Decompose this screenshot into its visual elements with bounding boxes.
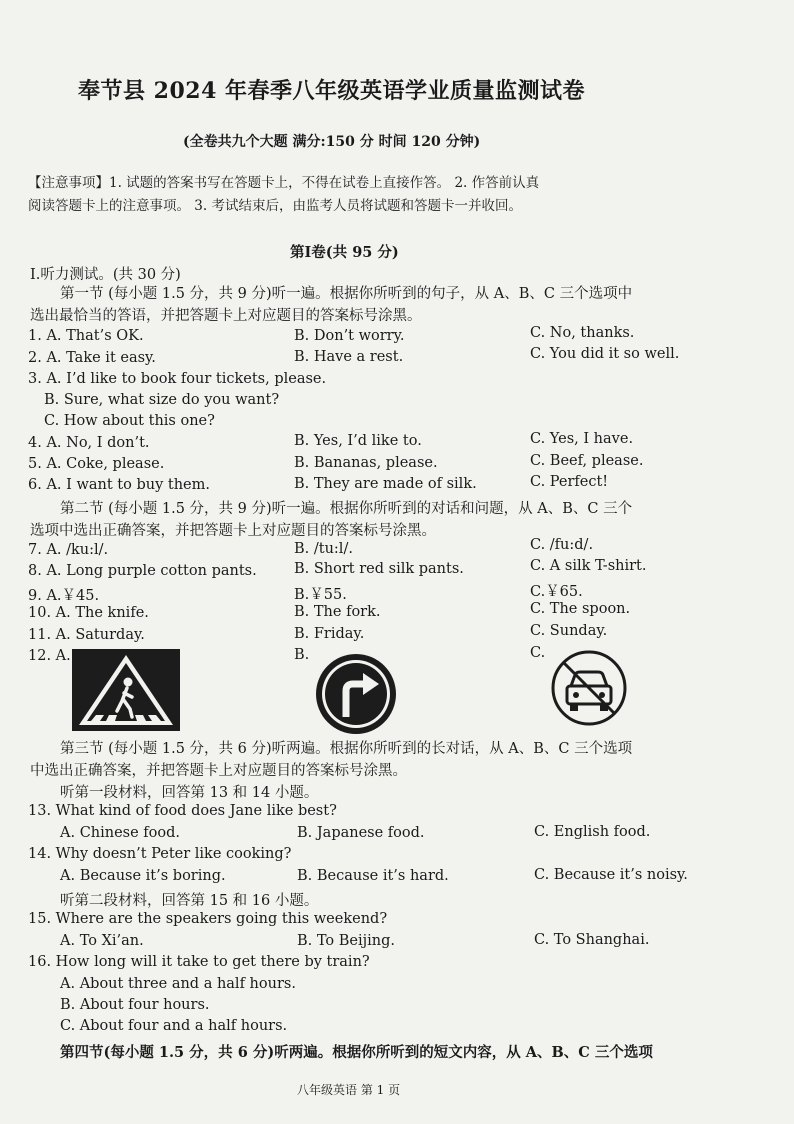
q16-option-c: C. About four and a half hours. xyxy=(60,1018,288,1034)
pedestrian-crossing-sign-icon xyxy=(72,649,180,731)
q15-stem: 15. Where are the speakers going this weekend? xyxy=(28,911,388,927)
q8-option-b: B. Short red silk pants. xyxy=(294,561,464,577)
q11-option-b: B. Friday. xyxy=(294,626,365,642)
q3-option-a: 3. A. I’d like to book four tickets, please. xyxy=(28,371,327,387)
q12-option-a: 12. A. xyxy=(28,648,71,664)
notice-line-1: 【注意事项】1. 试题的答案书写在答题卡上，不得在试卷上直接作答。 2. 作答前认真 xyxy=(28,175,540,191)
q1-option-b: B. Don’t worry. xyxy=(294,328,405,344)
q9-option-c: C.￥65. xyxy=(530,584,583,600)
q8-option-c: C. A silk T-shirt. xyxy=(530,558,647,574)
volume-heading: 第Ⅰ卷(共 95 分) xyxy=(290,244,399,261)
q14-option-a: A. Because it’s boring. xyxy=(60,868,226,884)
q14-stem: 14. Why doesn’t Peter like cooking? xyxy=(28,846,292,862)
q11-option-c: C. Sunday. xyxy=(530,623,608,639)
q10-option-b: B. The fork. xyxy=(294,604,381,620)
turn-right-sign-icon xyxy=(313,651,399,737)
part1-instruction-2: 选出最恰当的答语，并把答题卡上对应题目的答案标号涂黑。 xyxy=(30,308,422,324)
q14-option-c: C. Because it’s noisy. xyxy=(534,867,688,883)
q11-option-a: 11. A. Saturday. xyxy=(28,627,145,643)
part1-instruction-1: 第一节 (每小题 1.5 分，共 9 分)听一遍。根据你所听到的句子，从 A、B、C 三个选项中 xyxy=(60,286,633,302)
part4-instruction-1: 第四节(每小题 1.5 分，共 6 分)听两遍。根据你所听到的短文内容，从 A、B、C 三个选项 xyxy=(60,1044,653,1061)
q6-option-a: 6. A. I want to buy them. xyxy=(28,477,210,493)
q12-option-b: B. xyxy=(294,647,310,663)
q7-option-c: C. /fu:d/. xyxy=(530,537,594,553)
q2-option-b: B. Have a rest. xyxy=(294,349,404,365)
q1-option-c: C. No, thanks. xyxy=(530,325,635,341)
q4-option-b: B. Yes, I’d like to. xyxy=(294,433,422,449)
no-cars-sign-icon xyxy=(549,648,629,728)
q5-option-c: C. Beef, please. xyxy=(530,453,644,469)
q13-option-a: A. Chinese food. xyxy=(60,825,181,841)
part2-instruction-2: 选项中选出正确答案，并把答题卡上对应题目的答案标号涂黑。 xyxy=(30,523,436,539)
q16-option-b: B. About four hours. xyxy=(60,997,210,1013)
q7-option-b: B. /tu:l/. xyxy=(294,541,353,557)
page-footer: 八年级英语 第 1 页 xyxy=(297,1083,401,1097)
q2-option-a: 2. A. Take it easy. xyxy=(28,350,156,366)
q16-option-a: A. About three and a half hours. xyxy=(60,976,296,992)
exam-title: 奉节县 2024 年春季八年级英语学业质量监测试卷 xyxy=(78,78,586,104)
q13-option-b: B. Japanese food. xyxy=(297,825,425,841)
q3-option-c: C. How about this one? xyxy=(44,413,215,429)
part3-instruction-1: 第三节 (每小题 1.5 分，共 6 分)听两遍。根据你所听到的长对话，从 A、B、C 三个选项 xyxy=(60,741,633,757)
q4-option-a: 4. A. No, I don’t. xyxy=(28,435,150,451)
q9-option-b: B.￥55. xyxy=(294,587,347,603)
q7-option-a: 7. A. /ku:l/. xyxy=(28,542,109,558)
q10-option-c: C. The spoon. xyxy=(530,601,631,617)
q15-option-a: A. To Xi’an. xyxy=(60,933,144,949)
q10-option-a: 10. A. The knife. xyxy=(28,605,149,621)
q9-option-a: 9. A.￥45. xyxy=(28,588,100,604)
q13-option-c: C. English food. xyxy=(534,824,651,840)
q15-option-b: B. To Beijing. xyxy=(297,933,395,949)
q4-option-c: C. Yes, I have. xyxy=(530,431,634,447)
q1-option-a: 1. A. That’s OK. xyxy=(28,328,144,344)
part3-instruction-2: 中选出正确答案，并把答题卡上对应题目的答案标号涂黑。 xyxy=(30,763,407,779)
part2-instruction-1: 第二节 (每小题 1.5 分，共 9 分)听一遍。根据你所听到的对话和问题，从 A、B、C 三个 xyxy=(60,501,633,517)
q12-option-c: C. xyxy=(530,645,546,661)
q5-option-b: B. Bananas, please. xyxy=(294,455,438,471)
section-heading: Ⅰ.听力测试。(共 30 分) xyxy=(30,267,181,283)
exam-subtitle: (全卷共九个大题 满分:150 分 时间 120 分钟) xyxy=(183,134,481,150)
q8-option-a: 8. A. Long purple cotton pants. xyxy=(28,563,257,579)
material-1-instruction: 听第一段材料，回答第 13 和 14 小题。 xyxy=(60,785,319,801)
q5-option-a: 5. A. Coke, please. xyxy=(28,456,165,472)
q2-option-c: C. You did it so well. xyxy=(530,346,680,362)
q3-option-b: B. Sure, what size do you want? xyxy=(44,392,280,408)
material-2-instruction: 听第二段材料，回答第 15 和 16 小题。 xyxy=(60,893,319,909)
q14-option-b: B. Because it’s hard. xyxy=(297,868,449,884)
q13-stem: 13. What kind of food does Jane like best? xyxy=(28,803,337,819)
q16-stem: 16. How long will it take to get there by train? xyxy=(28,954,370,970)
notice-line-2: 阅读答题卡上的注意事项。 3. 考试结束后，由监考人员将试题和答题卡一并收回。 xyxy=(28,198,522,214)
q6-option-c: C. Perfect! xyxy=(530,474,609,490)
q15-option-c: C. To Shanghai. xyxy=(534,932,650,948)
q6-option-b: B. They are made of silk. xyxy=(294,476,477,492)
